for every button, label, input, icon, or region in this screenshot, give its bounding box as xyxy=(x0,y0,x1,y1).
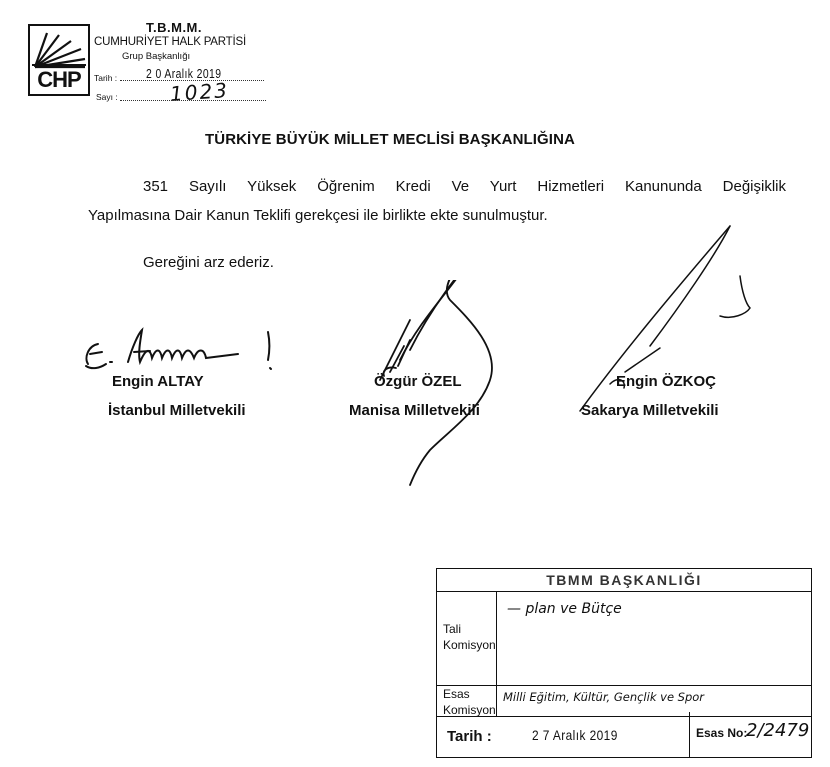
registry-tarih-value: 2 7 Aralık 2019 xyxy=(532,727,618,743)
registry-box xyxy=(436,568,812,758)
letter-title: TÜRKİYE BÜYÜK MİLLET MECLİSİ BAŞKANLIĞINA xyxy=(205,131,575,148)
logo-text: CHP xyxy=(32,64,86,94)
signatory-title: Manisa Milletvekili xyxy=(349,402,480,419)
signatory-title: Sakarya Milletvekili xyxy=(581,402,719,419)
signature-ozkoc xyxy=(560,196,790,426)
party-stamp xyxy=(28,20,270,107)
stamp-party: CUMHURİYET HALK PARTİSİ xyxy=(94,36,246,48)
tali-value: — plan ve Bütçe xyxy=(507,601,622,617)
esas-value: Milli Eğitim, Kültür, Gençlik ve Spor xyxy=(503,690,705,704)
logo-rays-icon xyxy=(33,29,87,69)
registry-header: TBMM BAŞKANLIĞI xyxy=(437,569,811,592)
stamp-tbmm: T.B.M.M. xyxy=(146,20,202,35)
esas-no-label: Esas No: xyxy=(696,726,748,740)
stamp-tarih-value: 2 0 Aralık 2019 xyxy=(146,66,222,81)
registry-tarih-label: Tarih : xyxy=(447,728,492,745)
letter-paragraph-1: 351 Sayılı Yüksek Öğrenim Kredi Ve Yurt Hizmetleri Kanununda Değişiklik xyxy=(143,178,786,195)
signatory-name: Özgür ÖZEL xyxy=(374,373,462,390)
tali-komisyon-row xyxy=(437,591,811,686)
dotted-line xyxy=(120,100,266,101)
chp-logo xyxy=(28,24,90,96)
signature-altay xyxy=(80,318,300,378)
esas-no-value: 2/2479 xyxy=(746,720,810,741)
stamp-sayi-label: Sayı : xyxy=(96,92,118,102)
stamp-grup: Grup Başkanlığı xyxy=(122,51,191,62)
esas-no-cell xyxy=(689,712,811,757)
signatory-name: Engin ALTAY xyxy=(112,373,204,390)
stamp-sayi-value: 1023 xyxy=(169,77,230,107)
tali-label: Tali Komisyon xyxy=(437,591,497,685)
signatory-name: Engin ÖZKOÇ xyxy=(616,373,716,390)
esas-label: Esas Komisyon xyxy=(437,686,497,716)
letter-closing: Gereğini arz ederiz. xyxy=(143,254,274,271)
letter-paragraph-2: Yapılmasına Dair Kanun Teklifi gerekçesi ile birlikte ekte sunulmuştur. xyxy=(88,207,548,224)
stamp-tarih-label: Tarih : xyxy=(94,73,118,83)
signatory-title: İstanbul Milletvekili xyxy=(108,402,246,419)
